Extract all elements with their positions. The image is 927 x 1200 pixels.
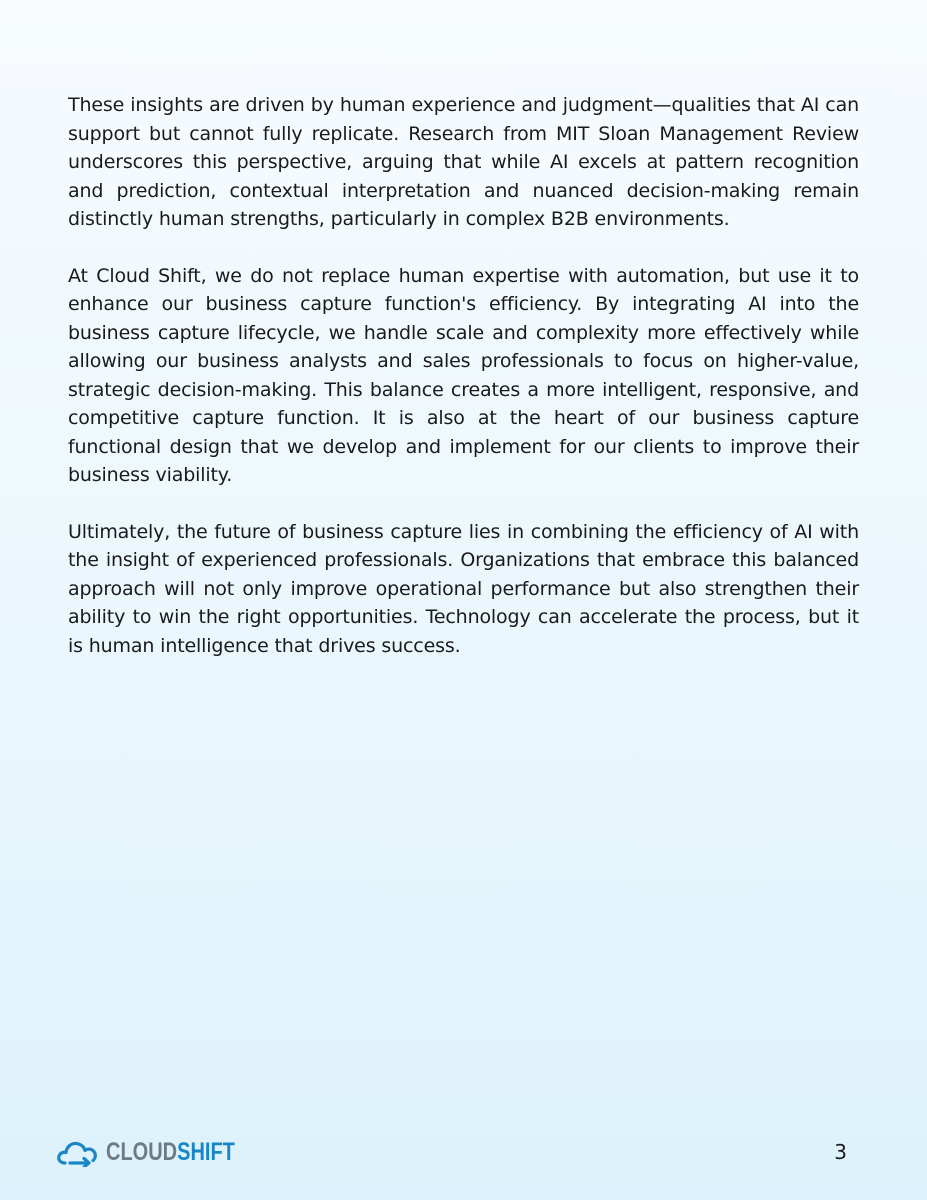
page-number: 3 [834,1140,847,1164]
logo-wordmark [106,1134,235,1170]
logo-text-cloud: CLOUD [106,1138,178,1166]
cloud-outline-icon [56,1137,100,1167]
paragraph-1: These insights are driven by human experience and judgment—qualities that AI can support but cannot fully replicate. Research from MIT Sloan Management Review underscores this perspective, arguing that while AI excels at pattern recognition and prediction, contextual interpretation and nuanced decision-making remain distinctly human strengths, particularly in complex B2B environments. [68,94,859,230]
paragraph-2: At Cloud Shift, we do not replace human expertise with automation, but use it to enhance our business capture function's efficiency. By integrating AI into the business capture lifecycle, we handle scale and complexity more effectively while allowing our business analysts and sales professionals to focus on higher-value, strategic decision-making. This balance creates a more intelligent, responsive, and competitive capture function. It is also at the heart of our business capture functional design that we develop and implement for our clients to improve their business viability. [68,264,859,486]
page-footer [56,1134,856,1174]
body-text [68,91,859,688]
logo-text-shift: SHIFT [177,1138,235,1166]
company-logo [56,1134,267,1170]
paragraph-3: Ultimately, the future of business capture lies in combining the efficiency of AI with the insight of experienced professionals. Organizations that embrace this balanced approach will not only improve operational performance but also strengthen their ability to win the right opportunities. Technology can accelerate the process, but it is human intelligence that drives success. [68,520,859,657]
